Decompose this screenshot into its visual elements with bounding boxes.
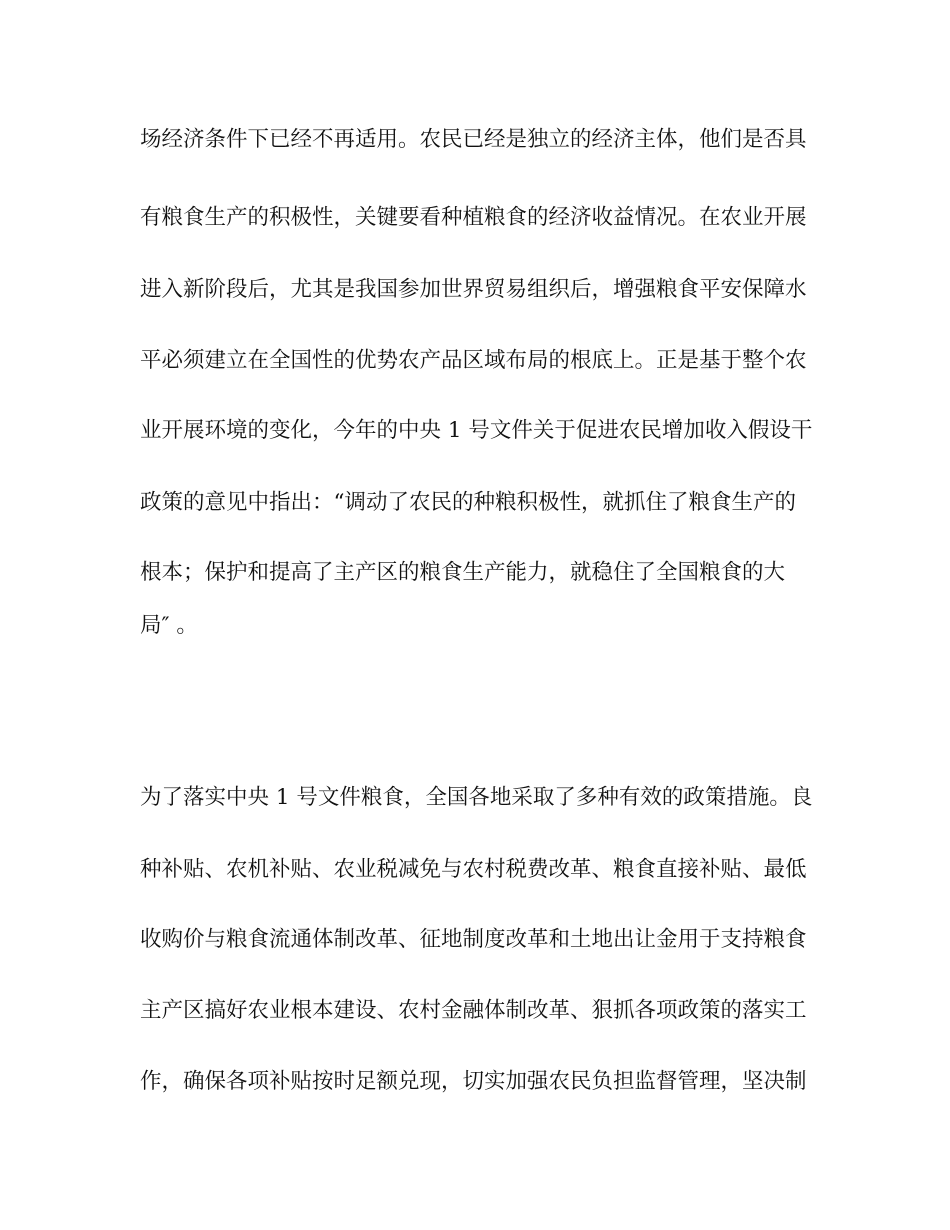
paragraph-line: 为了落实中央 1 号文件粮食，全国各地采取了多种有效的政策措施。良 [140, 785, 813, 810]
paragraph-line: 根本；保护和提高了主产区的粮食生产能力，就稳住了全国粮食的大 [140, 560, 786, 585]
paragraph-line: 场经济条件下已经不再适用。农民已经是独立的经济主体，他们是否具 [140, 127, 807, 152]
paragraph-line: 平必须建立在全国性的优势农产品区域布局的根底上。正是基于整个农 [140, 348, 807, 373]
paragraph-line: 种补贴、农机补贴、农业税减免与农村税费改革、粮食直接补贴、最低 [140, 857, 807, 882]
paragraph-line: 有粮食生产的积极性，关键要看种植粮食的经济收益情况。在农业开展 [140, 205, 807, 230]
paragraph-line: 进入新阶段后，尤其是我国参加世界贸易组织后，增强粮食平安保障水 [140, 277, 807, 302]
paragraph-line: 作，确保各项补贴按时足额兑现，切实加强农民负担监督管理，坚决制 [140, 1069, 807, 1094]
paragraph-line: 业开展环境的变化，今年的中央 1 号文件关于促进农民增加收入假设干 [140, 418, 813, 443]
paragraph-line: 收购价与粮食流通体制改革、征地制度改革和土地出让金用于支持粮食 [140, 927, 807, 952]
paragraph-line: 主产区搞好农业根本建设、农村金融体制改革、狠抓各项政策的落实工 [140, 998, 807, 1023]
paragraph-line: 局″ 。 [140, 613, 198, 638]
paragraph-line: 政策的意见中指出：“调动了农民的种粮积极性，就抓住了粮食生产的 [140, 490, 796, 515]
